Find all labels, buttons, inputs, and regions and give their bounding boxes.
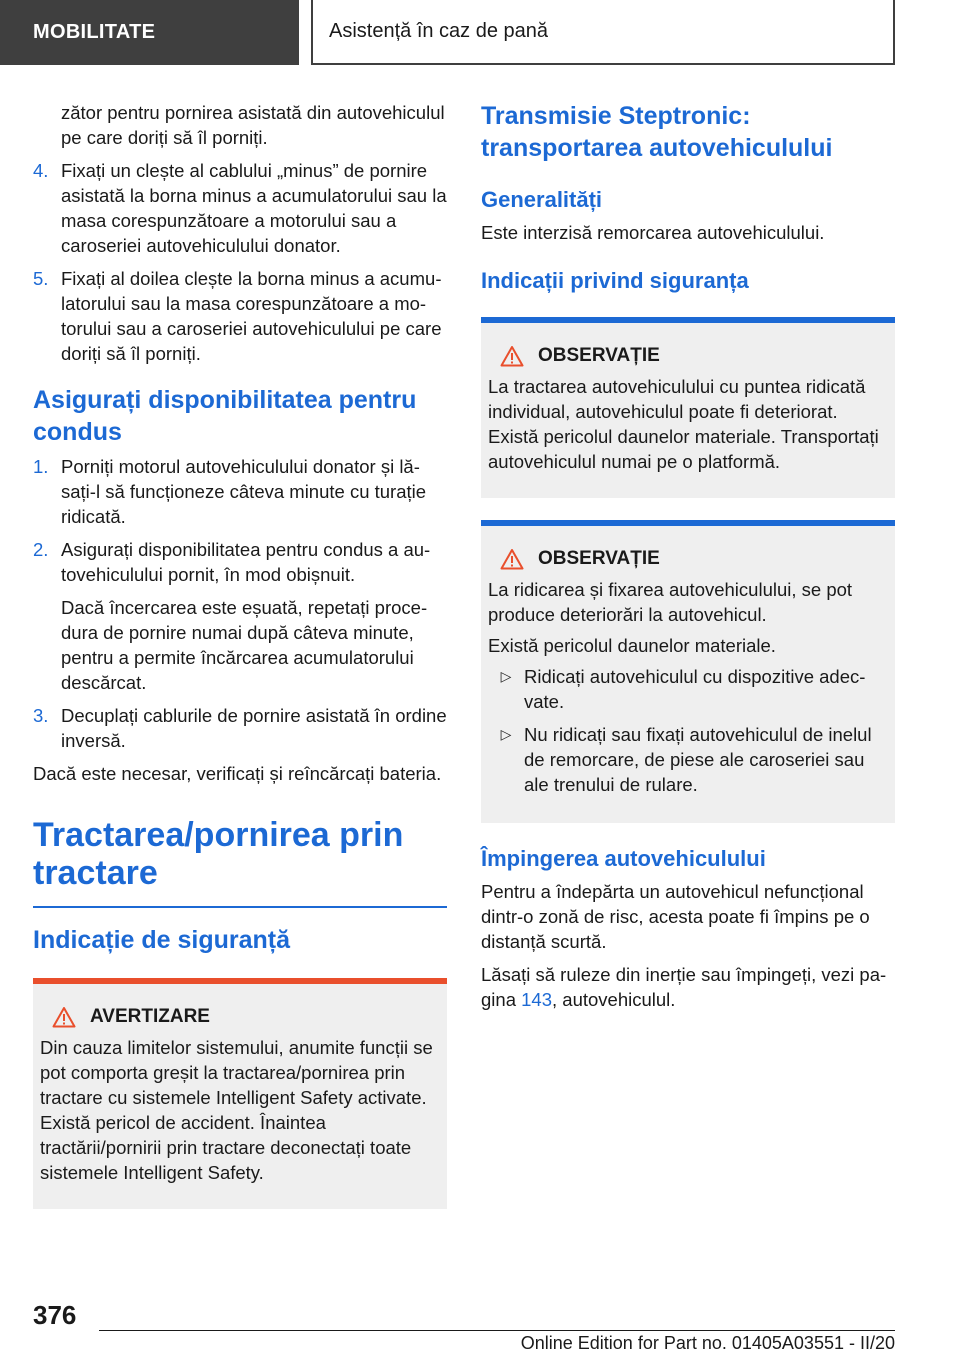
step-text: Fixați al doilea clește la borna minus a acumulatorului sau la masa corespunzătoare a motorului sau a caroseriei autovehiculului pe care doriți să îl porniți. (61, 268, 442, 364)
step-number: 3. (33, 705, 49, 726)
general-text: Este interzisă remorcarea autovehiculului. (481, 222, 825, 243)
right-column (481, 100, 895, 1020)
notice-text: La ridicarea și fixarea autovehiculului, se pot produce deteriorări la autovehicul. (488, 579, 853, 625)
text-span: , autovehiculul. (552, 989, 676, 1010)
page-link[interactable]: 143 (521, 989, 552, 1010)
heading-drive-readiness (33, 384, 447, 448)
footer-divider (99, 1330, 895, 1331)
warning-triangle-icon (52, 1006, 76, 1028)
warning-box (33, 978, 447, 1209)
bullet-arrow-icon: ▷ (500, 668, 512, 684)
push-heading: Împingerea autovehiculului (481, 846, 766, 871)
footer-edition: Online Edition for Part no. 01405A03551 - II/20 (520, 1333, 895, 1353)
notice-title (488, 546, 887, 571)
step-text: Porniți motorul autovehiculului donator și lăsați-l să funcționeze câteva minute cu turație ridicată. (61, 456, 427, 527)
notice-box (481, 317, 895, 498)
chapter-title: Asistență în caz de pană (329, 20, 549, 42)
step-text: Fixați un clește al cablului „minus” de pornire asistată la borna minus a acumulatorului sau la masa corespunzătoare a motorului sau a caroseriei autovehiculului donator. (61, 160, 447, 256)
notice-label: OBSERVAȚIE (538, 548, 660, 569)
list-item (33, 454, 447, 529)
warning-text: Din cauza limitelor sistemului, anumite funcții se pot comporta greșit la tractarea/pornirea prin tractare cu sistemele Intelligent Safety activate. Există pericol de accident. Înaintea tractării/pornirii prin tractare deconectați toate sistemele Intelligent Safety. (40, 1037, 433, 1183)
warning-title (40, 1004, 439, 1029)
list-item (33, 537, 447, 587)
section-title: MOBILITATE (33, 21, 156, 43)
heading-line: condus (33, 418, 122, 446)
bullet-text: Ridicați autovehiculul cu dispozitive adecvate. (524, 666, 866, 712)
notice-box (481, 520, 895, 823)
closing-text: Dacă este necesar, verificați și reîncărcați bateria. (33, 763, 442, 784)
chapter-tab (311, 0, 895, 65)
step-continuation: zător pentru pornirea asistată din autovehiculul pe care doriți să îl porniți. (61, 102, 445, 148)
step-number: 5. (33, 268, 49, 289)
heading-steptronic (481, 100, 895, 164)
notice-text: La tractarea autovehiculului cu puntea ridicată individual, autovehiculul poate fi deteriorat. Există pericolul daunelor materiale. Transportați autovehiculul numai pe o platformă. (488, 376, 879, 472)
safety-heading: Indicație de siguranță (33, 926, 291, 954)
warning-triangle-icon (500, 548, 524, 570)
notice-label: OBSERVAȚIE (538, 345, 660, 366)
warning-label: AVERTIZARE (90, 1006, 210, 1027)
bullet-text: Nu ridicați sau fixați autovehiculul de inelul de remorcare, de piese ale caroseriei sau ale trenului de rulare. (524, 724, 872, 795)
page-number: 376 (33, 1300, 77, 1330)
step-text: Asigurați disponibilitatea pentru condus a autovehiculului pornit, în mod obișnuit. (61, 539, 431, 585)
section-tab (0, 0, 299, 65)
notice-text: Există pericolul daunelor materiale. (488, 635, 776, 656)
step-number: 2. (33, 539, 49, 560)
bullet-item (488, 722, 887, 797)
general-heading: Generalități (481, 187, 603, 212)
safety-heading: Indicații privind siguranța (481, 268, 749, 293)
heading-line: Transmisie Steptronic: (481, 102, 751, 130)
notice-title (488, 343, 887, 368)
heading-line: transportarea autovehiculului (481, 134, 833, 162)
chapter-heading (33, 816, 447, 892)
heading-line: tractare (33, 854, 158, 892)
divider (33, 906, 447, 908)
list-item (33, 703, 447, 753)
text-span: Lăsați să ruleze din inerție sau împingeți, vezi pagina (481, 964, 887, 1010)
push-text-reference (481, 962, 895, 1012)
step-text: Decuplați cablurile de pornire asistată în ordine inversă. (61, 705, 447, 751)
list-item (33, 158, 447, 258)
push-text: Pentru a îndepărta un autovehicul nefuncțional dintr-o zonă de risc, acesta poate fi împins pe o distanță scurtă. (481, 881, 870, 952)
left-column (33, 100, 447, 1229)
step-number: 4. (33, 160, 49, 181)
heading-line: Tractarea/pornirea prin (33, 816, 404, 854)
step-number: 1. (33, 456, 49, 477)
step-note: Dacă încercarea este eșuată, repetați procedura de pornire numai după câteva minute, pentru a permite încărcarea acumulatorului descărcat. (61, 597, 428, 693)
warning-triangle-icon (500, 345, 524, 367)
list-item (33, 266, 447, 366)
heading-line: Asigurați disponibilitatea pentru (33, 386, 417, 414)
bullet-arrow-icon: ▷ (500, 726, 512, 742)
bullet-item (488, 664, 887, 714)
